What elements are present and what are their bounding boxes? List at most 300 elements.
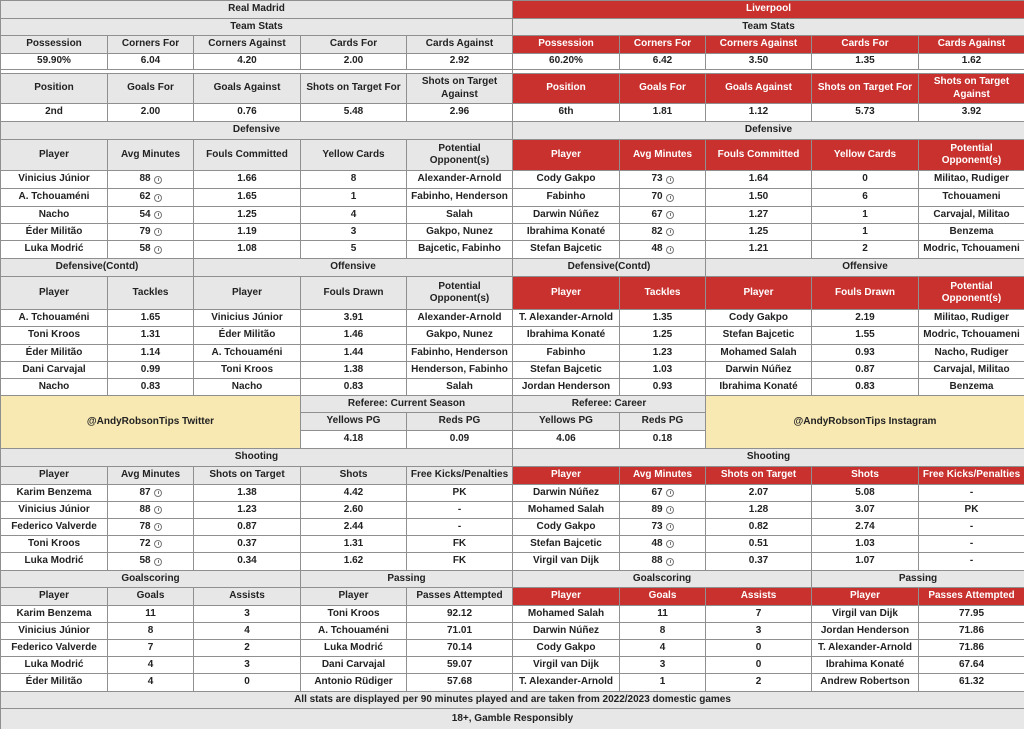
rm-shooting-cell: [193, 518, 301, 536]
lfc-team-stat-value: [512, 103, 620, 122]
lfc-defcontd-cell-text: 1.25: [652, 329, 673, 341]
rm-team-stat-header: [300, 73, 407, 104]
lfc-goalscoring-cell: [705, 639, 812, 657]
lfc-passing-title-text: Passing: [898, 572, 938, 584]
rm-defcontd-cell: [107, 361, 194, 379]
rm-team-stat-value: [193, 103, 301, 122]
lfc-passing-cell-text: 61.32: [958, 676, 985, 688]
lfc-defensive-header-text: Avg Minutes: [632, 148, 693, 160]
lfc-shooting-cell-text: 2.74: [855, 520, 875, 532]
rm-defensive-cell: [193, 188, 301, 207]
rm-shooting-cell: [193, 501, 301, 519]
rm-offensive-cell-text: Éder Militão: [218, 329, 276, 341]
lfc-team-stat-value-text: 1.62: [961, 55, 982, 67]
rm-defensive-header-text: Player: [38, 148, 70, 160]
referee-career-header-text: Yellows PG: [539, 415, 593, 427]
lfc-shooting-header: [512, 466, 620, 485]
rm-defensive-title: [0, 121, 513, 140]
lfc-offensive-header: [705, 276, 812, 310]
rm-passing-header: [406, 587, 513, 606]
lfc-defensive-cell: [619, 170, 706, 189]
lfc-goalscoring-header: [705, 587, 812, 606]
rm-defensive-cell-text: Vinicius Júnior: [18, 173, 90, 185]
lfc-shooting-header-text: Avg Minutes: [632, 469, 693, 481]
rm-defensive-cell-text: 54: [139, 208, 151, 220]
rm-offensive-header: [193, 276, 301, 310]
lfc-shooting-header-text: Free Kicks/Penalties: [922, 469, 1021, 481]
lfc-shooting-header-text: Player: [550, 469, 582, 481]
rm-defensive-cell-text: 5: [350, 243, 357, 255]
lfc-goalscoring-cell-text: T. Alexander-Arnold: [518, 676, 614, 688]
rm-goalscoring-cell-text: 11: [145, 607, 156, 619]
rm-team-stat-value: [0, 53, 108, 70]
lfc-goalscoring-cell-text: Mohamed Salah: [527, 607, 605, 619]
rm-passing-cell: [406, 656, 513, 674]
rm-shooting-cell-text: 88: [139, 503, 151, 515]
lfc-shooting-cell-text: -: [969, 486, 974, 498]
stopwatch-icon: [666, 246, 674, 254]
referee-career-value-text: 0.18: [652, 433, 673, 445]
rm-offensive-cell: [406, 344, 513, 362]
lfc-offensive-cell: [918, 378, 1024, 396]
rm-defensive-cell-text: 88: [139, 173, 151, 185]
rm-offensive-cell: [300, 361, 407, 379]
lfc-team-stat-value: [811, 53, 919, 70]
rm-offensive-cell-text: Salah: [446, 380, 473, 392]
rm-goalscoring-cell: [0, 639, 108, 657]
rm-defensive-cell: [406, 188, 513, 207]
rm-team-stat-value-text: 59.90%: [37, 55, 71, 67]
lfc-passing-header: [811, 587, 919, 606]
lfc-shooting-cell-text: 1.07: [855, 555, 875, 567]
lfc-defensive-cell-text: 1.50: [748, 191, 769, 203]
lfc-passing-cell-text: Jordan Henderson: [820, 624, 910, 636]
rm-offensive-title-text: Offensive: [330, 261, 376, 273]
rm-defensive-cell-text: 1.66: [237, 173, 257, 185]
lfc-defensive-cell-text: 73: [651, 173, 663, 185]
lfc-shooting-cell: [512, 518, 620, 536]
rm-team-stat-header: [0, 73, 108, 104]
lfc-defensive-cell: [619, 188, 706, 207]
rm-passing-header-text: Player: [338, 590, 369, 602]
lfc-defensive-header: [811, 139, 919, 171]
footer-gamble-text: 18+, Gamble Responsibly: [451, 712, 574, 724]
lfc-goalscoring-cell: [619, 673, 706, 692]
referee-current-value: [300, 430, 407, 449]
rm-goalscoring-header: [193, 587, 301, 606]
lfc-defcontd-cell-text: Stefan Bajcetic: [530, 363, 602, 375]
rm-defensive-cell-text: 1.25: [237, 208, 257, 220]
lfc-offensive-cell: [918, 326, 1024, 345]
lfc-team-stat-header: [811, 73, 919, 104]
lfc-offensive-cell: [918, 361, 1024, 379]
rm-passing-cell-text: Luka Modrić: [324, 641, 383, 653]
rm-shooting-cell: [193, 552, 301, 571]
lfc-goalscoring-cell-text: 3: [659, 658, 666, 670]
rm-shooting-cell-text: 0.37: [237, 537, 257, 549]
rm-team-stat-header: [107, 73, 194, 104]
rm-goalscoring-cell-text: 0: [244, 676, 250, 688]
lfc-defensive-cell-text: 0: [862, 173, 868, 185]
lfc-goalscoring-cell: [705, 673, 812, 692]
lfc-goalscoring-cell: [619, 622, 706, 640]
lfc-team-stat-header-text: Possession: [538, 38, 594, 50]
lfc-team-stat-value-text: 5.73: [855, 106, 875, 118]
lfc-shooting-cell-text: 48: [651, 537, 663, 549]
referee-current-header: [300, 412, 407, 431]
lfc-defensive-cell-text: Darwin Núñez: [532, 208, 600, 220]
rm-goalscoring-header-text: Goals: [136, 590, 165, 602]
stopwatch-icon: [666, 489, 674, 497]
rm-goalscoring-cell-text: Vinicius Júnior: [18, 624, 90, 636]
rm-offensive-cell: [406, 361, 513, 379]
lfc-defensive-cell: [512, 240, 620, 259]
rm-goalscoring-header: [0, 587, 108, 606]
lfc-defensive-cell: [619, 223, 706, 241]
rm-team-stat-header: [300, 35, 407, 54]
lfc-goalscoring-cell-text: 2: [755, 676, 762, 688]
lfc-goalscoring-cell-text: Virgil van Dijk: [533, 658, 599, 670]
lfc-offensive-cell-text: 2.19: [855, 311, 875, 323]
rm-passing-cell-text: A. Tchouaméni: [318, 624, 389, 636]
lfc-shooting-cell: [811, 501, 919, 519]
rm-defensive-cell-text: 8: [350, 173, 357, 185]
stopwatch-icon: [666, 211, 674, 219]
rm-defcontd-header: [107, 276, 194, 310]
rm-defensive-header: [300, 139, 407, 171]
lfc-goalscoring-cell: [619, 656, 706, 674]
lfc-shooting-cell-text: 89: [651, 503, 663, 515]
lfc-defensive-cell-text: 82: [651, 225, 663, 237]
rm-shooting-cell: [107, 501, 194, 519]
lfc-defcontd-cell: [512, 309, 620, 327]
lfc-team-stat-header-text: Shots on Target For: [817, 82, 913, 94]
referee-career-header: [512, 412, 620, 431]
lfc-defensive-cell-text: Modric, Tchouameni: [923, 243, 1020, 255]
rm-defensive-cell: [300, 206, 407, 224]
lfc-offensive-cell-text: 0.87: [855, 363, 875, 375]
rm-team-stat-header-text: Cards Against: [425, 38, 494, 50]
rm-offensive-cell: [300, 326, 407, 345]
rm-defensive-cell-text: 79: [139, 225, 151, 237]
lfc-defensive-cell-text: 70: [651, 191, 663, 203]
stopwatch-icon: [154, 506, 162, 514]
lfc-defensive-cell-text: 1.64: [748, 173, 769, 185]
rm-passing-cell: [300, 622, 407, 640]
rm-defensive-cell-text: Salah: [446, 208, 473, 220]
lfc-shooting-header-text: Shots on Target: [720, 469, 797, 481]
rm-offensive-cell: [406, 309, 513, 327]
rm-offensive-cell: [406, 326, 513, 345]
rm-defensive-cell: [300, 170, 407, 189]
lfc-shooting-cell-text: PK: [964, 503, 979, 515]
lfc-defensive-header: [512, 139, 620, 171]
lfc-team-stat-header: [918, 35, 1024, 54]
lfc-offensive-cell-text: 1.55: [855, 329, 875, 341]
lfc-defcontd-cell: [512, 361, 620, 379]
lfc-shooting-cell-text: 2.07: [748, 486, 769, 498]
lfc-goalscoring-cell-text: 11: [657, 607, 668, 619]
lfc-passing-cell: [811, 622, 919, 640]
lfc-shooting-cell: [705, 518, 812, 536]
lfc-goalscoring-header-text: Assists: [740, 590, 777, 602]
lfc-defensive-cell: [705, 223, 812, 241]
rm-defcontd-cell: [0, 309, 108, 327]
lfc-defcontd-cell: [512, 326, 620, 345]
lfc-defensive-header: [705, 139, 812, 171]
lfc-defensive-header-text: Fouls Committed: [717, 148, 800, 160]
lfc-offensive-cell: [811, 378, 919, 396]
lfc-offensive-cell: [705, 326, 812, 345]
lfc-defensive-cell-text: 1.25: [748, 225, 769, 237]
rm-shooting-cell: [406, 501, 513, 519]
rm-defensive-header-text: Avg Minutes: [120, 148, 181, 160]
lfc-team-stat-header-text: Corners For: [633, 38, 692, 50]
rm-team-stat-value: [107, 53, 194, 70]
lfc-team-stat-header-text: Cards For: [841, 38, 889, 50]
lfc-shooting-cell-text: 88: [651, 555, 663, 567]
lfc-passing-cell-text: 67.64: [958, 658, 985, 670]
lfc-shooting-cell-text: 5.08: [855, 486, 875, 498]
lfc-passing-cell-text: 71.86: [958, 624, 985, 636]
rm-defcontd-header: [0, 276, 108, 310]
lfc-shooting-header: [811, 466, 919, 485]
rm-shooting-cell-text: Luka Modrić: [24, 555, 84, 567]
rm-defensive-cell: [107, 206, 194, 224]
lfc-defcontd-cell-text: T. Alexander-Arnold: [518, 311, 614, 323]
lfc-defcontd-header-text: Tackles: [644, 286, 681, 298]
lfc-team-stat-header: [705, 73, 812, 104]
rm-goalscoring-cell-text: 7: [147, 641, 154, 653]
stopwatch-icon: [154, 176, 162, 184]
lfc-team-stat-header: [512, 35, 620, 54]
rm-team-stat-value-text: 2.00: [140, 106, 161, 118]
rm-passing-header-text: Passes Attempted: [416, 590, 503, 602]
rm-defensive-cell-text: 58: [139, 243, 151, 255]
rm-team-stat-header: [193, 35, 301, 54]
rm-goalscoring-title: [0, 570, 301, 588]
lfc-offensive-cell-text: Mohamed Salah: [720, 346, 797, 358]
lfc-shooting-header: [918, 466, 1024, 485]
rm-passing-cell-text: Antonio Rüdiger: [314, 676, 393, 688]
lfc-defcontd-cell-text: 0.93: [652, 380, 673, 392]
rm-shooting-header: [193, 466, 301, 485]
rm-goalscoring-header-text: Player: [38, 590, 70, 602]
lfc-defcontd-cell: [619, 309, 706, 327]
lfc-goalscoring-cell: [619, 639, 706, 657]
stopwatch-icon: [154, 523, 162, 531]
lfc-passing-cell-text: Ibrahima Konaté: [825, 658, 905, 670]
lfc-defensive-cell: [918, 188, 1024, 207]
rm-team-stat-value-text: 0.76: [237, 106, 257, 118]
rm-shooting-cell: [406, 484, 513, 502]
rm-goalscoring-cell: [193, 673, 301, 692]
lfc-offensive-cell: [705, 361, 812, 379]
rm-defensive-cell: [107, 188, 194, 207]
referee-career-value-text: 4.06: [556, 433, 576, 445]
lfc-offensive-cell-text: Ibrahima Konaté: [719, 380, 798, 392]
stopwatch-icon: [666, 194, 674, 202]
lfc-goalscoring-cell-text: Cody Gakpo: [536, 641, 596, 653]
lfc-shooting-cell-text: -: [969, 555, 974, 567]
rm-offensive-header-text: Potential Opponent(s): [429, 280, 490, 304]
lfc-goalscoring-cell-text: 4: [659, 641, 666, 653]
lfc-defensive-cell: [918, 170, 1024, 189]
lfc-defensive-cell-text: Ibrahima Konaté: [526, 225, 606, 237]
lfc-offensive-title: [705, 258, 1024, 277]
lfc-defcontd-cell-text: Jordan Henderson: [521, 380, 611, 392]
rm-shooting-header-text: Shots on Target: [209, 469, 285, 481]
rm-shooting-cell-text: 1.23: [237, 503, 257, 515]
stopwatch-icon: [666, 540, 674, 548]
referee-current-header: [406, 412, 513, 431]
lfc-shooting-title: [512, 448, 1024, 467]
lfc-defensive-cell-text: Stefan Bajcetic: [530, 243, 602, 255]
lfc-defcontd-cell-text: 1.23: [652, 346, 673, 358]
footer-note: [0, 691, 1024, 709]
lfc-shooting-cell: [918, 501, 1024, 519]
lfc-team-stat-header: [619, 73, 706, 104]
rm-defensive-cell: [0, 223, 108, 241]
rm-goalscoring-cell-text: 4: [244, 624, 250, 636]
rm-shooting-cell-text: 2.60: [343, 503, 364, 515]
stopwatch-icon: [666, 176, 674, 184]
rm-defcontd-cell-text: Éder Militão: [25, 346, 83, 358]
referee-current-title-text: Referee: Current Season: [347, 397, 466, 409]
lfc-team-stat-value-text: 3.50: [748, 55, 769, 67]
lfc-shooting-cell-text: 0.82: [748, 520, 769, 532]
lfc-shooting-header-text: Shots: [851, 469, 879, 481]
lfc-offensive-header: [918, 276, 1024, 310]
lfc-defcontd-title: [512, 258, 706, 277]
rm-team-stat-header: [0, 35, 108, 54]
lfc-team-stat-value-text: 1.12: [748, 106, 769, 118]
lfc-offensive-cell: [918, 344, 1024, 362]
lfc-shooting-cell: [619, 484, 706, 502]
rm-offensive-cell: [193, 378, 301, 396]
rm-offensive-header-text: Player: [231, 286, 263, 298]
lfc-team-stat-header: [918, 73, 1024, 104]
rm-defcontd-cell: [107, 378, 194, 396]
rm-defensive-cell: [107, 240, 194, 259]
lfc-defensive-header: [918, 139, 1024, 171]
stopwatch-icon: [666, 558, 674, 566]
lfc-defcontd-cell: [512, 378, 620, 396]
rm-shooting-cell: [107, 535, 194, 553]
rm-passing-header: [300, 587, 407, 606]
rm-shooting-cell: [0, 518, 108, 536]
rm-defensive-header: [0, 139, 108, 171]
rm-defensive-cell-text: 3: [350, 225, 357, 237]
lfc-team-stat-value-text: 6th: [558, 106, 574, 118]
rm-shooting-cell: [107, 552, 194, 571]
lfc-offensive-cell-text: Modric, Tchouameni: [923, 329, 1020, 341]
rm-goalscoring-cell-text: Éder Militão: [25, 676, 83, 688]
rm-goalscoring-cell: [193, 605, 301, 623]
rm-shooting-cell: [0, 552, 108, 571]
lfc-goalscoring-cell-text: 8: [659, 624, 666, 636]
lfc-team-stat-header-text: Cards Against: [937, 38, 1006, 50]
rm-team-stat-header: [193, 73, 301, 104]
referee-current-header-text: Yellows PG: [326, 415, 381, 427]
rm-team-stat-value: [300, 103, 407, 122]
lfc-goalscoring-header: [619, 587, 706, 606]
stopwatch-icon: [154, 211, 162, 219]
lfc-offensive-cell: [918, 309, 1024, 327]
rm-team-stats-title: [0, 18, 513, 36]
rm-team-stats-title-text: Team Stats: [230, 20, 283, 32]
lfc-goalscoring-cell: [512, 622, 620, 640]
rm-defensive-cell-text: 1: [350, 191, 357, 203]
rm-offensive-title: [193, 258, 513, 277]
rm-defensive-cell-text: 1.65: [237, 191, 257, 203]
rm-team-stat-header-text: Corners For: [121, 38, 180, 50]
rm-shooting-cell: [300, 552, 407, 571]
lfc-offensive-cell-text: Stefan Bajcetic: [722, 329, 795, 341]
lfc-defcontd-cell: [619, 326, 706, 345]
rm-defcontd-cell: [107, 326, 194, 345]
lfc-defensive-header-text: Player: [550, 148, 582, 160]
lfc-shooting-header: [619, 466, 706, 485]
rm-defensive-header-text: Yellow Cards: [322, 148, 385, 160]
rm-team-stat-header-text: Shots on Target For: [306, 82, 401, 94]
lfc-offensive-cell: [705, 344, 812, 362]
lfc-shooting-cell-text: Virgil van Dijk: [533, 555, 599, 567]
rm-goalscoring-cell-text: 3: [244, 658, 250, 670]
lfc-offensive-cell: [705, 378, 812, 396]
footer-gamble: [0, 708, 1024, 729]
rm-defcontd-cell-text: 0.99: [140, 363, 161, 375]
lfc-shooting-cell: [918, 484, 1024, 502]
lfc-shooting-cell-text: 1.28: [748, 503, 769, 515]
rm-passing-cell: [406, 639, 513, 657]
lfc-team-stat-header-text: Shots on Target Against: [933, 76, 1010, 100]
rm-shooting-header: [300, 466, 407, 485]
lfc-offensive-cell: [811, 309, 919, 327]
lfc-team-stat-value-text: 3.92: [961, 106, 982, 118]
lfc-offensive-header-text: Fouls Drawn: [834, 286, 895, 298]
lfc-goalscoring-cell-text: 7: [755, 607, 762, 619]
lfc-team-stat-header: [619, 35, 706, 54]
rm-passing-cell-text: 70.14: [446, 641, 473, 653]
lfc-passing-cell: [811, 673, 919, 692]
rm-shooting-cell-text: 72: [139, 537, 151, 549]
lfc-offensive-cell-text: 0.83: [855, 380, 875, 392]
lfc-offensive-header: [811, 276, 919, 310]
rm-offensive-cell: [406, 378, 513, 396]
rm-defensive-cell: [406, 223, 513, 241]
lfc-shooting-cell: [619, 518, 706, 536]
referee-current-title: [300, 395, 513, 413]
lfc-shooting-cell-text: 67: [651, 486, 663, 498]
rm-shooting-title: [0, 448, 513, 467]
rm-defensive-cell-text: Éder Militão: [25, 225, 83, 237]
lfc-shooting-cell-text: Darwin Núñez: [532, 486, 600, 498]
lfc-defcontd-cell: [619, 344, 706, 362]
rm-team-stat-header-text: Goals For: [127, 82, 174, 94]
lfc-shooting-cell-text: -: [969, 520, 974, 532]
rm-offensive-cell-text: 1.44: [343, 346, 364, 358]
lfc-defensive-cell: [705, 170, 812, 189]
rm-goalscoring-cell-text: 2: [244, 641, 250, 653]
lfc-shooting-cell: [512, 501, 620, 519]
rm-defensive-cell: [300, 188, 407, 207]
lfc-defensive-cell: [811, 170, 919, 189]
lfc-shooting-cell-text: Mohamed Salah: [527, 503, 605, 515]
rm-shooting-cell: [193, 535, 301, 553]
rm-team-stat-value-text: 2.92: [449, 55, 470, 67]
lfc-offensive-cell: [811, 344, 919, 362]
